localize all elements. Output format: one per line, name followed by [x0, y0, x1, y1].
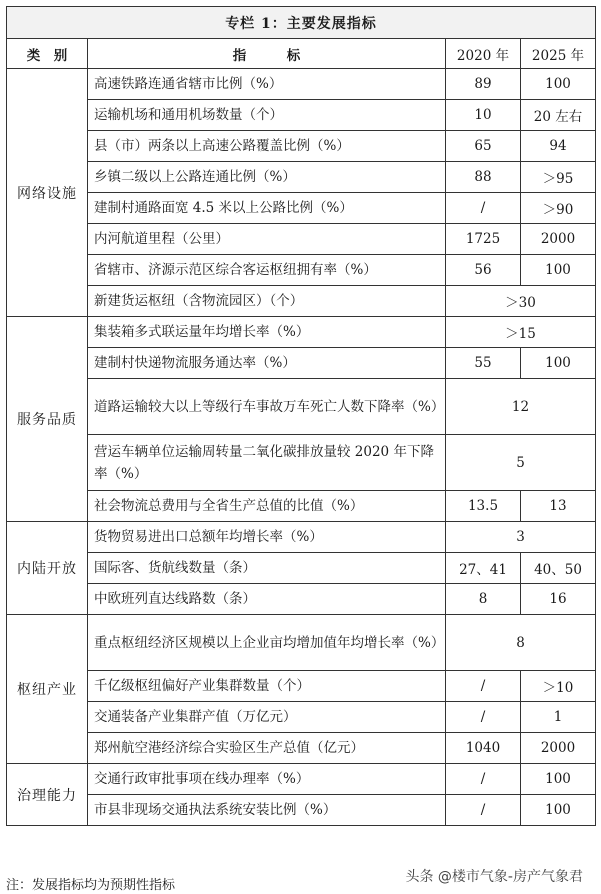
- value-2025-cell: 100: [521, 255, 596, 286]
- value-2020-cell: 13.5: [446, 491, 521, 522]
- table-row: [7, 733, 596, 764]
- table-header-row: [7, 39, 596, 69]
- value-2020-cell: /: [446, 764, 521, 795]
- header-2025: 2025 年: [521, 39, 596, 69]
- value-2020-cell: /: [446, 671, 521, 702]
- table-row: [7, 348, 596, 379]
- value-2025-cell: 20 左右: [521, 100, 596, 131]
- merged-value-cell: ＞15: [446, 317, 596, 348]
- table-row: [7, 584, 596, 615]
- category-cell: 服务品质: [7, 317, 88, 522]
- indicator-cell: 郑州航空港经济综合实验区生产总值（亿元）: [88, 733, 446, 764]
- value-2020-cell: 8: [446, 584, 521, 615]
- indicator-cell: 货物贸易进出口总额年均增长率（%）: [88, 522, 446, 553]
- value-2020-cell: 1725: [446, 224, 521, 255]
- indicator-cell: 新建货运枢纽（含物流园区）（个）: [88, 286, 446, 317]
- table-title-row: [7, 7, 596, 39]
- value-2025-cell: 94: [521, 131, 596, 162]
- table-row: [7, 522, 596, 553]
- indicator-cell: 千亿级枢纽偏好产业集群数量（个）: [88, 671, 446, 702]
- table-row: [7, 615, 596, 671]
- value-2020-cell: /: [446, 795, 521, 826]
- indicator-cell: 高速铁路连通省辖市比例（%）: [88, 69, 446, 100]
- value-2020-cell: 56: [446, 255, 521, 286]
- category-cell: 内陆开放: [7, 522, 88, 615]
- category-cell: 网络设施: [7, 69, 88, 317]
- table-row: [7, 491, 596, 522]
- value-2025-cell: 1: [521, 702, 596, 733]
- value-2020-cell: 55: [446, 348, 521, 379]
- value-2025-cell: ＞95: [521, 162, 596, 193]
- table-row: [7, 795, 596, 826]
- header-indicator: 指 标: [88, 39, 446, 69]
- value-2025-cell: 100: [521, 795, 596, 826]
- table-row: [7, 286, 596, 317]
- table-row: [7, 702, 596, 733]
- indicator-cell: 内河航道里程（公里）: [88, 224, 446, 255]
- table-row: [7, 162, 596, 193]
- table-row: [7, 553, 596, 584]
- table-row: [7, 255, 596, 286]
- indicator-cell: 乡镇二级以上公路连通比例（%）: [88, 162, 446, 193]
- value-2020-cell: 65: [446, 131, 521, 162]
- table-row: [7, 131, 596, 162]
- value-2025-cell: 16: [521, 584, 596, 615]
- table-title: 专栏 1：主要发展指标: [7, 7, 596, 39]
- value-2025-cell: 100: [521, 348, 596, 379]
- table-row: [7, 193, 596, 224]
- indicator-cell: 道路运输较大以上等级行车事故万车死亡人数下降率（%）: [88, 379, 446, 435]
- indicator-cell: 交通行政审批事项在线办理率（%）: [88, 764, 446, 795]
- indicator-cell: 建制村通路面宽 4.5 米以上公路比例（%）: [88, 193, 446, 224]
- table-row: [7, 435, 596, 491]
- indicator-cell: 交通装备产业集群产值（万亿元）: [88, 702, 446, 733]
- table-row: [7, 69, 596, 100]
- merged-value-cell: 5: [446, 435, 596, 491]
- value-2020-cell: 1040: [446, 733, 521, 764]
- indicator-cell: 建制村快递物流服务通达率（%）: [88, 348, 446, 379]
- indicator-cell: 集装箱多式联运量年均增长率（%）: [88, 317, 446, 348]
- table-row: [7, 317, 596, 348]
- value-2025-cell: 2000: [521, 733, 596, 764]
- value-2025-cell: 13: [521, 491, 596, 522]
- merged-value-cell: 12: [446, 379, 596, 435]
- indicator-cell: 中欧班列直达线路数（条）: [88, 584, 446, 615]
- value-2025-cell: 100: [521, 69, 596, 100]
- table-row: [7, 100, 596, 131]
- header-category: 类 别: [7, 39, 88, 69]
- value-2025-cell: ＞10: [521, 671, 596, 702]
- merged-value-cell: 8: [446, 615, 596, 671]
- value-2020-cell: 27、41: [446, 553, 521, 584]
- value-2020-cell: 88: [446, 162, 521, 193]
- merged-value-cell: 3: [446, 522, 596, 553]
- indicator-cell: 县（市）两条以上高速公路覆盖比例（%）: [88, 131, 446, 162]
- table-row: [7, 671, 596, 702]
- indicator-cell: 社会物流总费用与全省生产总值的比值（%）: [88, 491, 446, 522]
- indicator-cell: 运输机场和通用机场数量（个）: [88, 100, 446, 131]
- value-2020-cell: 10: [446, 100, 521, 131]
- indicator-cell: 市县非现场交通执法系统安装比例（%）: [88, 795, 446, 826]
- value-2020-cell: /: [446, 702, 521, 733]
- category-cell: 治理能力: [7, 764, 88, 826]
- table-note: 注：发展指标均为预期性指标: [6, 878, 176, 893]
- indicator-cell: 国际客、货航线数量（条）: [88, 553, 446, 584]
- category-cell: 枢纽产业: [7, 615, 88, 764]
- table-row: [7, 224, 596, 255]
- value-2025-cell: 2000: [521, 224, 596, 255]
- indicator-cell: 营运车辆单位运输周转量二氧化碳排放量较 2020 年下降率（%）: [88, 435, 446, 491]
- value-2025-cell: ＞90: [521, 193, 596, 224]
- table-row: [7, 379, 596, 435]
- header-2020: 2020 年: [446, 39, 521, 69]
- value-2025-cell: 40、50: [521, 553, 596, 584]
- indicator-cell: 重点枢纽经济区规模以上企业亩均增加值年均增长率（%）: [88, 615, 446, 671]
- indicator-cell: 省辖市、济源示范区综合客运枢纽拥有率（%）: [88, 255, 446, 286]
- indicator-table: [6, 6, 596, 826]
- watermark: 头条 @楼市气象-房产气象君: [401, 866, 587, 886]
- value-2020-cell: /: [446, 193, 521, 224]
- table-row: [7, 764, 596, 795]
- value-2020-cell: 89: [446, 69, 521, 100]
- value-2025-cell: 100: [521, 764, 596, 795]
- merged-value-cell: ＞30: [446, 286, 596, 317]
